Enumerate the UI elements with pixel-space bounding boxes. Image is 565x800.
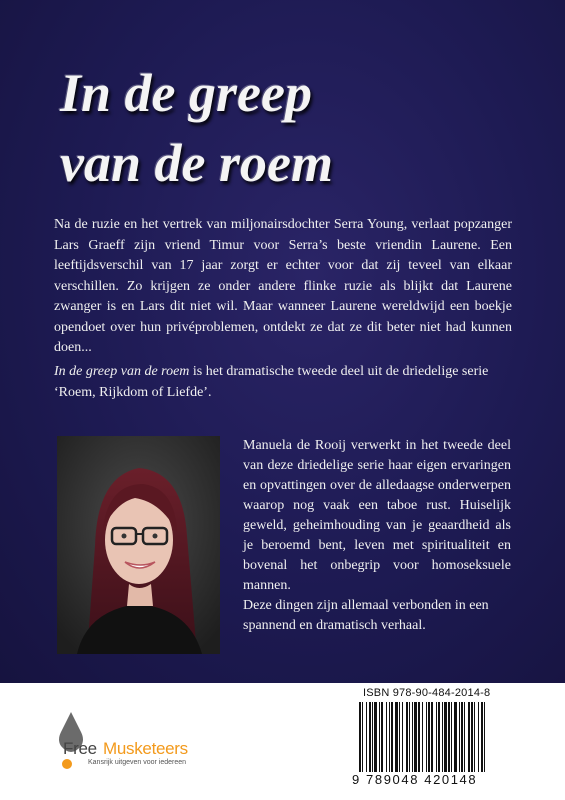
barcode-bar bbox=[438, 702, 440, 772]
barcode-bar bbox=[484, 702, 485, 772]
barcode-bar bbox=[414, 702, 417, 772]
barcode-bar bbox=[431, 702, 433, 772]
author-bio bbox=[243, 436, 511, 636]
author-bio-closing: Deze dingen zijn allemaal verbonden in een spannend en dramatisch verhaal. bbox=[243, 598, 489, 633]
barcode-bar bbox=[391, 702, 393, 772]
author-bio-paragraph: Manuela de Rooij verwerkt in het tweede deel van deze driedelige serie haar eigen ervaringen en opvattingen over de alledaagse onderwerpen waarop nog vaak een taboe rust. Huiselijk geweld, geheimhouding van je geaardheid als je beroemd bent, leven met spiritualiteit en bovenal het onbegrip voor homoseksuele mannen. bbox=[243, 438, 511, 593]
barcode-bar bbox=[442, 702, 443, 772]
book-title bbox=[60, 58, 540, 198]
barcode-bar bbox=[454, 702, 457, 772]
tagline-text: is het dramatische tweede deel uit de driedelige serie ‘Roem, Rijkdom of Liefde’. bbox=[54, 364, 489, 400]
barcode-bar bbox=[409, 702, 410, 772]
barcode-bar bbox=[481, 702, 483, 772]
barcode-bar bbox=[471, 702, 473, 772]
publisher-logo bbox=[57, 712, 217, 772]
tagline-book-title: In de greep van de roem bbox=[54, 364, 190, 379]
barcode-bar bbox=[448, 702, 450, 772]
barcode-bar bbox=[474, 702, 475, 772]
barcode-bar bbox=[426, 702, 427, 772]
barcode-bar bbox=[422, 702, 423, 772]
barcode-bar bbox=[395, 702, 398, 772]
barcode-bar bbox=[399, 702, 400, 772]
barcode-bar bbox=[459, 702, 460, 772]
barcode-bar bbox=[478, 702, 479, 772]
barcode-bar bbox=[468, 702, 470, 772]
barcode-bar bbox=[369, 702, 371, 772]
barcode-bar bbox=[379, 702, 380, 772]
barcode-bar bbox=[461, 702, 463, 772]
barcode-bar bbox=[406, 702, 408, 772]
barcode-bar bbox=[372, 702, 373, 772]
publisher-name-free: Free bbox=[63, 739, 97, 758]
barcode-bar bbox=[412, 702, 413, 772]
publisher-name-musketeers: Musketeers bbox=[103, 739, 188, 758]
barcode-digits: 9 789048 420148 bbox=[352, 772, 478, 787]
barcode-bar bbox=[381, 702, 383, 772]
title-line-2: van de roem bbox=[60, 133, 333, 193]
publisher-slogan: Kansrijk uitgeven voor iedereen bbox=[88, 759, 187, 766]
barcode-bar bbox=[444, 702, 447, 772]
barcode-icon bbox=[357, 702, 520, 772]
series-tagline bbox=[54, 362, 512, 403]
barcode-bar bbox=[402, 702, 403, 772]
barcode-bar bbox=[389, 702, 390, 772]
barcode-bar bbox=[464, 702, 465, 772]
isbn-label: ISBN 978-90-484-2014-8 bbox=[363, 687, 491, 699]
barcode-bar bbox=[362, 702, 363, 772]
barcode-bar bbox=[436, 702, 437, 772]
barcode-bar bbox=[386, 702, 387, 772]
barcode-bar bbox=[428, 702, 430, 772]
title-line-1: In de greep bbox=[60, 63, 312, 123]
barcode-bar bbox=[418, 702, 420, 772]
synopsis: Na de ruzie en het vertrek van miljonairsdochter Serra Young, verlaat popzanger Lars Graeff zijn vriend Timur voor Serra’s beste vriendin Laurene. Een leeftijdsverschil van 17 jaar zorgt er echter voor dat zij teveel van elkaar verschillen. Zo krijgen ze onder andere flinke ruzie als blijkt dat Laurene zwanger is en Lars dit niet wil. Maar wanneer Laurene wereldwijd een boekje opendoet over hun privéproblemen, ontdekt ze dat ze dit beter niet had kunnen doen... bbox=[54, 217, 512, 355]
barcode-bar bbox=[366, 702, 367, 772]
barcode-bar bbox=[359, 702, 361, 772]
barcode-bar bbox=[451, 702, 452, 772]
author-photo bbox=[57, 436, 220, 654]
barcode-bar bbox=[374, 702, 377, 772]
